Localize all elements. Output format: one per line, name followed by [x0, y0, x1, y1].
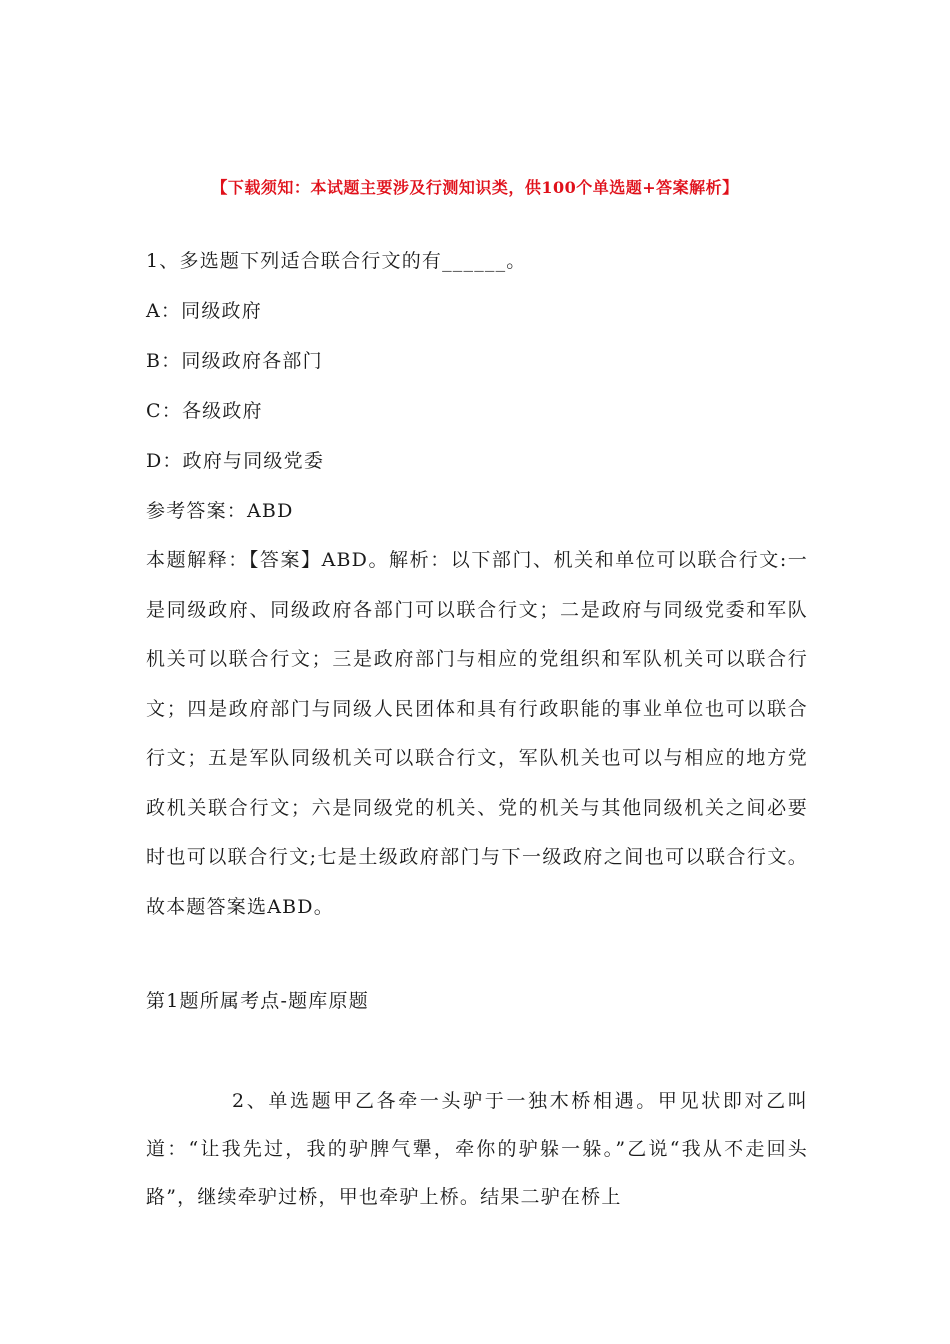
option-b: B：同级政府各部门 — [146, 350, 323, 372]
option-c: C：各级政府 — [146, 400, 263, 422]
question-1-topic: 第1题所属考点-题库原题 — [146, 990, 369, 1012]
reference-answer: 参考答案：ABD — [146, 500, 294, 522]
question-1-text: 1、多选题下列适合联合行文的有______。 — [146, 250, 527, 272]
explanation: 本题解释：【答案】ABD。解析：以下部门、机关和单位可以联合行文:一是同级政府、同级政府各部门可以联合行文；二是政府与同级党委和军队机关可以联合行文；三是政府部门与相应的党组织和军队机关可以联合行文；四是政府部门与同级人民团体和具有行政职能的事业单位也可以联合行文；五是军队同级机关可以联合行文，军队机关也可以与相应的地方党政机关联合行文；六是同级党的机关、党的机关与其他同级机关之间必要时也可以联合行文;七是土级政府部门与下一级政府之间也可以联合行文。故本题答案选ABD。 — [146, 549, 808, 918]
option-a: A：同级政府 — [146, 300, 262, 322]
option-d: D：政府与同级党委 — [146, 450, 325, 472]
question-1 — [146, 236, 808, 932]
question-2-text: 2、单选题甲乙各牵一头驴于一独木桥相遇。甲见状即对乙叫道：“让我先过，我的驴脾气犟，牵你的驴躲一躲。”乙说“我从不走回头路”，继续牵驴过桥，甲也牵驴上桥。结果二驴在桥上 — [146, 1090, 808, 1208]
download-notice: 【下载须知：本试题主要涉及行测知识类，供100个单选题+答案解析】 — [211, 178, 739, 197]
